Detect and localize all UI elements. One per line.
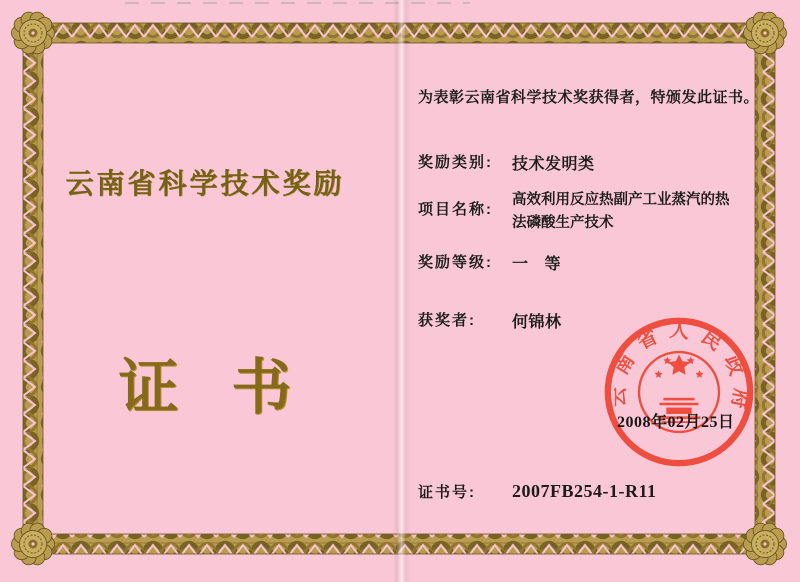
seal-icon bbox=[601, 314, 757, 470]
certificate-details bbox=[418, 0, 758, 582]
intro-statement: 为表彰云南省科学技术奖获得者，特颁发此证书。 bbox=[418, 89, 760, 106]
field-value: 高效利用反应热副产工业蒸汽的热法磷酸生产技术 bbox=[512, 192, 730, 232]
field-value: 2007FB254-1-R11 bbox=[512, 481, 657, 501]
field-label: 证书号: bbox=[418, 484, 476, 501]
field-award-category bbox=[418, 151, 595, 174]
star-icon bbox=[655, 354, 704, 377]
government-seal bbox=[601, 314, 757, 470]
field-label: 奖励类别: bbox=[418, 154, 493, 171]
issue-date: 2008年02月25日 bbox=[617, 414, 735, 431]
field-label: 奖励等级: bbox=[418, 254, 493, 271]
field-project-name bbox=[418, 189, 734, 235]
field-value: 一 等 bbox=[512, 256, 567, 273]
field-value: 技术发明类 bbox=[512, 156, 595, 173]
certificate-title: 云南省科学技术奖励 bbox=[65, 168, 345, 199]
field-award-grade bbox=[418, 251, 566, 274]
field-winner bbox=[418, 309, 562, 332]
certificate-big-title: 证 书 bbox=[118, 354, 310, 421]
field-value: 何锦林 bbox=[512, 314, 562, 331]
field-label: 项目名称: bbox=[418, 201, 493, 218]
seal-ring-text: 云南省人民政府 bbox=[607, 319, 753, 421]
field-label: 获奖者: bbox=[418, 312, 476, 329]
field-certificate-number bbox=[418, 481, 657, 502]
